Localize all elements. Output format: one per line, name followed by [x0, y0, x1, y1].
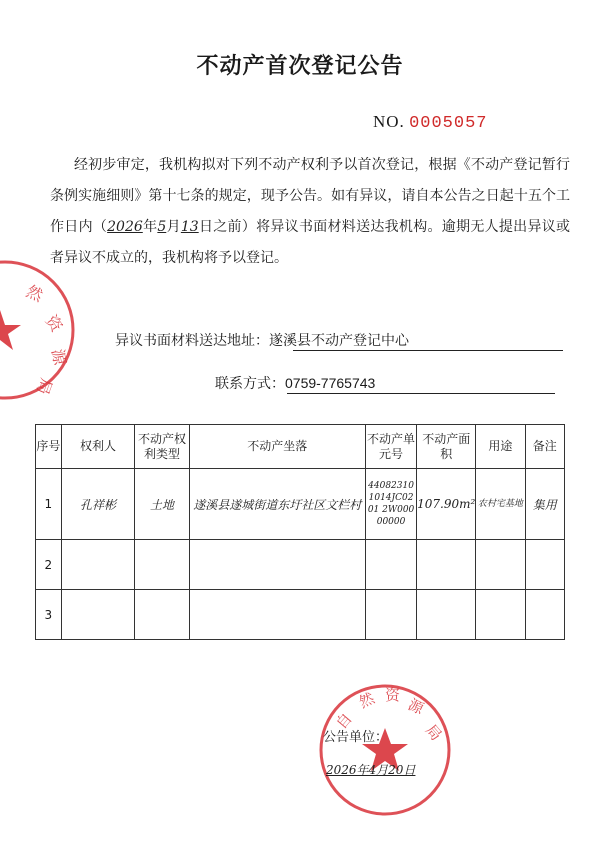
- row-location: [189, 590, 365, 640]
- row-unit-no: [365, 590, 416, 640]
- header-location: 不动产坐落: [189, 425, 365, 469]
- row-unit-no: 440823101014JC0201 2W00000000: [365, 469, 416, 540]
- footer-date: 2026年4月20日: [326, 763, 416, 777]
- official-seal-bottom: [315, 680, 455, 820]
- row-location: [189, 540, 365, 590]
- row-right-type: [135, 590, 189, 640]
- contact-underline: [287, 393, 555, 394]
- header-unit-no: 不动产单元号: [365, 425, 416, 469]
- svg-text:资: 资: [385, 686, 401, 704]
- header-note: 备注: [525, 425, 564, 469]
- deadline-year: 2026: [107, 219, 143, 235]
- row-owner: [61, 590, 135, 640]
- table-row: [36, 540, 565, 590]
- deadline-day: 13: [180, 219, 199, 235]
- table-row: [36, 469, 565, 540]
- address-value: 遂溪县不动产登记中心: [269, 332, 409, 348]
- row-no: 3: [36, 590, 62, 640]
- row-area: 107.90m²: [417, 469, 476, 540]
- body-text-1: 经初步审定，我机构拟对下列不动产权利予以首次登记，根据《不动产登记暂行条例实施细则》第十七条的规定，现予公告。如有异议，请自本公告之日起十五个工作日内（: [50, 157, 570, 235]
- page-title: 不动产首次登记公告: [196, 54, 404, 79]
- row-owner: 孔祥彬: [61, 469, 135, 540]
- row-area: [417, 590, 476, 640]
- svg-text:自: 自: [332, 709, 356, 733]
- svg-text:局: 局: [421, 721, 446, 745]
- body-text-year: 年: [142, 219, 158, 235]
- notice-body: [50, 150, 570, 274]
- row-note: [525, 590, 564, 640]
- row-right-type: [135, 540, 189, 590]
- header-area: 不动产面 积: [417, 425, 476, 469]
- footer-unit-label: 公告单位：: [323, 730, 389, 745]
- official-seal-left: [0, 255, 80, 405]
- notice-number: [373, 112, 487, 133]
- svg-text:然: 然: [356, 688, 378, 712]
- svg-text:资: 资: [41, 311, 67, 336]
- table-header-row: [36, 425, 565, 469]
- address-row: [115, 330, 409, 350]
- header-use: 用途: [476, 425, 525, 469]
- row-use: [476, 540, 525, 590]
- row-no: 1: [36, 469, 62, 540]
- table-row: [36, 590, 565, 640]
- svg-text:局: 局: [32, 375, 57, 398]
- address-underline: [293, 350, 563, 351]
- header-owner: 权利人: [61, 425, 135, 469]
- registration-table: [35, 424, 565, 640]
- notice-number-label: NO.: [373, 112, 405, 131]
- row-note: 集用: [525, 469, 564, 540]
- row-use: [476, 590, 525, 640]
- address-label: 异议书面材料送达地址：: [115, 333, 269, 349]
- row-location: 遂溪县遂城街道东圩社区文栏村: [189, 469, 365, 540]
- notice-number-value: 0005057: [409, 114, 488, 133]
- row-right-type: 土地: [135, 469, 189, 540]
- row-area: [417, 540, 476, 590]
- contact-label: 联系方式：: [215, 376, 285, 392]
- contact-row: [215, 373, 375, 393]
- row-note: [525, 540, 564, 590]
- header-no: 序号: [36, 425, 62, 469]
- svg-text:源: 源: [405, 695, 427, 718]
- row-no: 2: [36, 540, 62, 590]
- row-use: 农村宅基地: [476, 469, 525, 540]
- contact-value: 0759-7765743: [285, 375, 376, 391]
- row-owner: [61, 540, 135, 590]
- body-text-2: 日之前）将异议书面材料送达我机构。逾期无人提出异议或者异议不成立的，我机构将予以登记。: [50, 219, 571, 266]
- deadline-month: 5: [157, 219, 167, 235]
- row-unit-no: [365, 540, 416, 590]
- header-right-type: 不动产权利类型: [135, 425, 189, 469]
- svg-text:源: 源: [48, 347, 70, 367]
- body-text-month: 月: [166, 219, 181, 235]
- svg-text:然: 然: [23, 281, 46, 306]
